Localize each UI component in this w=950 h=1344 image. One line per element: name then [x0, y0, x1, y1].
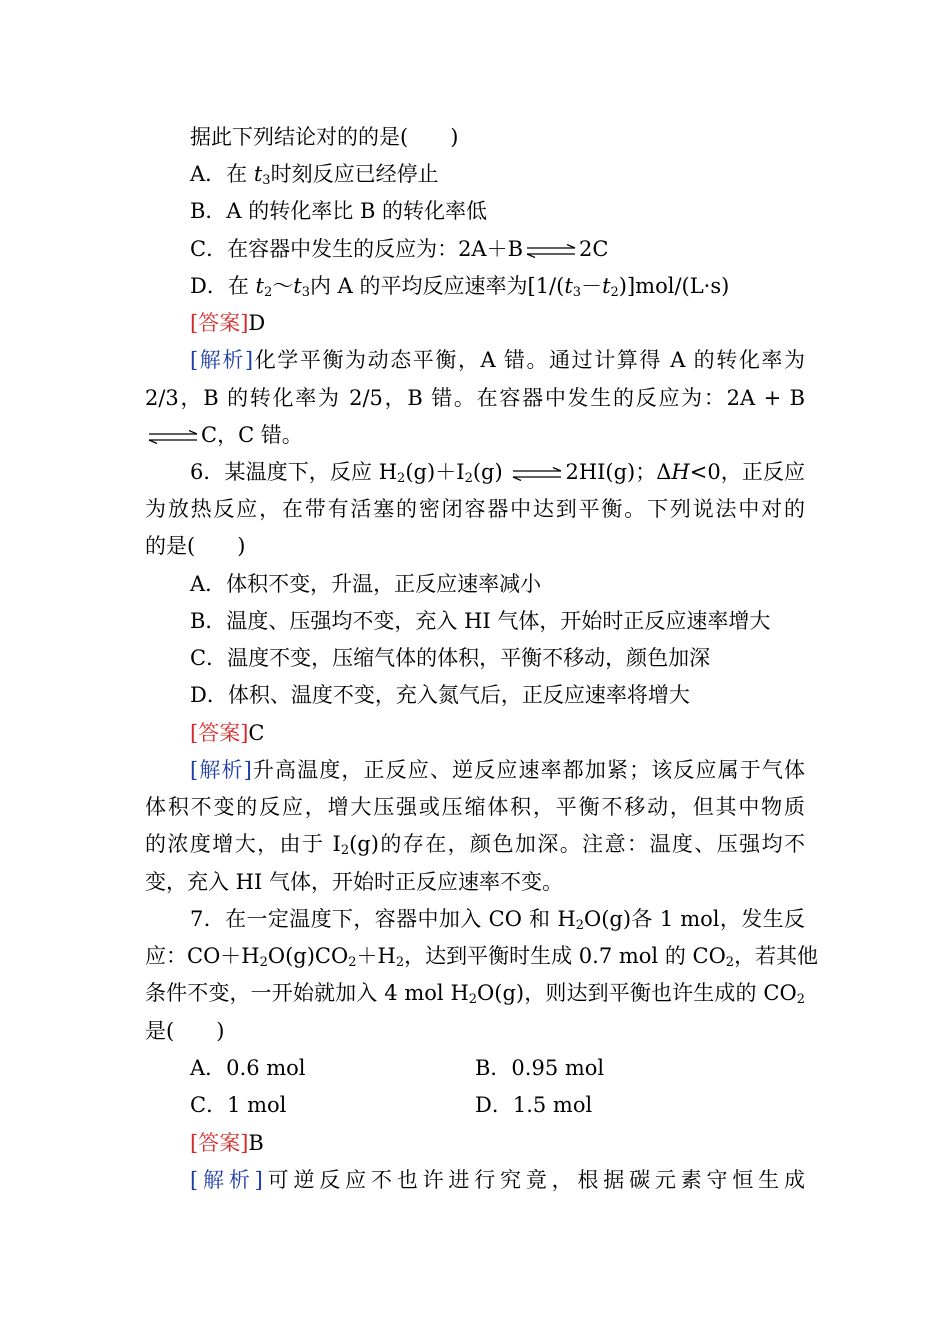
q6-option-a: A．体积不变，升温，正反应速率减小	[190, 572, 542, 596]
q5-analysis-line-3: C，C 错。	[145, 420, 805, 450]
q7-stem-line-3: 条件不变，一开始就加入 4 mol $H_2O(g)$，则达到平衡也许生成的 $CO_2$	[145, 981, 805, 1007]
q7-option-d: D．1.5 mol	[475, 1093, 593, 1117]
q6-option-c: C．温度不变，压缩气体的体积，平衡不移动，颜色加深	[190, 646, 711, 670]
q7-stem-line-4: 是( )	[145, 1019, 225, 1043]
q6-analysis-line-1: [解析]升高温度，正反应、逆反应速率都加紧；该反应属于气体	[190, 758, 806, 782]
q6-stem-line-3: 的是( )	[145, 534, 246, 558]
q6-option-d: D．体积、温度不变，充入氮气后，正反应速率将增大	[190, 683, 690, 707]
q6-option-b: B．温度、压强均不变，充入 HI 气体，开始时正反应速率增大	[190, 609, 771, 633]
q6-analysis-line-3: 的浓度增大，由于 $I_2(g)$的存在，颜色加深。注意：温度、压强均不	[145, 832, 805, 858]
q7-options-row-2	[190, 1090, 805, 1120]
equilibrium-arrow-icon	[147, 430, 199, 444]
q5-stem: 据此下列结论对的的是( )	[190, 125, 459, 149]
equilibrium-arrow-icon	[525, 244, 577, 258]
q7-option-b: B．0.95 mol	[475, 1056, 605, 1080]
q5-analysis-line-2: 2/3，B 的转化率为 2/5，B 错。在容器中发生的反应为：2A + B	[145, 386, 805, 410]
analysis-label: [解析]	[190, 758, 252, 782]
q5-option-a: A．在 $t_3$时刻反应已经停止	[190, 162, 439, 188]
q6-stem-line-2: 为放热反应，在带有活塞的密闭容器中达到平衡。下列说法中对的	[145, 497, 805, 521]
q7-option-c: C．1 mol	[190, 1093, 287, 1117]
q7-option-a: A．0.6 mol	[190, 1056, 306, 1080]
q7-answer: [答案]B	[190, 1131, 264, 1155]
q6-answer: [答案]C	[190, 721, 265, 745]
q6-analysis-line-4: 变，充入 HI 气体，开始时正反应速率不变。	[145, 870, 563, 894]
answer-label: [答案]	[190, 311, 249, 335]
answer-label: [答案]	[190, 721, 249, 745]
q5-option-d: D．在 $t_2\sim t_3$内 A 的平均反应速率为$[1/(t_3-t_2)]mol/(L\cdot s)$	[190, 274, 730, 300]
q7-stem-line-2: 应：$CO+H_2O(g)CO_2+H_2$，达到平衡时生成 0.7 mol 的 $CO_2$，若其他	[145, 944, 819, 970]
equilibrium-arrow-icon	[511, 467, 563, 481]
q6-stem-line-1: 6．某温度下，反应 $H_2(g)+I_2(g)$ 2HI(g)；ΔH<0，正反应	[190, 460, 805, 486]
q5-option-c: C．在容器中发生的反应为：2A＋B 2C	[190, 237, 609, 261]
answer-label: [答案]	[190, 1131, 249, 1155]
q7-analysis-line-1: [解析]可逆反应不也许进行究竟，根据碳元素守恒生成	[190, 1168, 806, 1192]
q5-answer: [答案]D	[190, 311, 266, 335]
q6-analysis-line-2: 体积不变的反应，增大压强或压缩体积，平衡不移动，但其中物质	[145, 795, 805, 819]
analysis-label: [解析]	[190, 348, 254, 372]
q7-options-row-1	[190, 1053, 805, 1083]
analysis-label: [解析]	[190, 1168, 263, 1192]
q5-option-b: B．A 的转化率比 B 的转化率低	[190, 199, 488, 223]
q7-stem-line-1: 7．在一定温度下，容器中加入 CO 和 $H_2O(g)$各 1 mol，发生反	[190, 907, 805, 933]
q5-analysis-line-1: [解析]化学平衡为动态平衡，A 错。通过计算得 A 的转化率为	[190, 348, 806, 372]
